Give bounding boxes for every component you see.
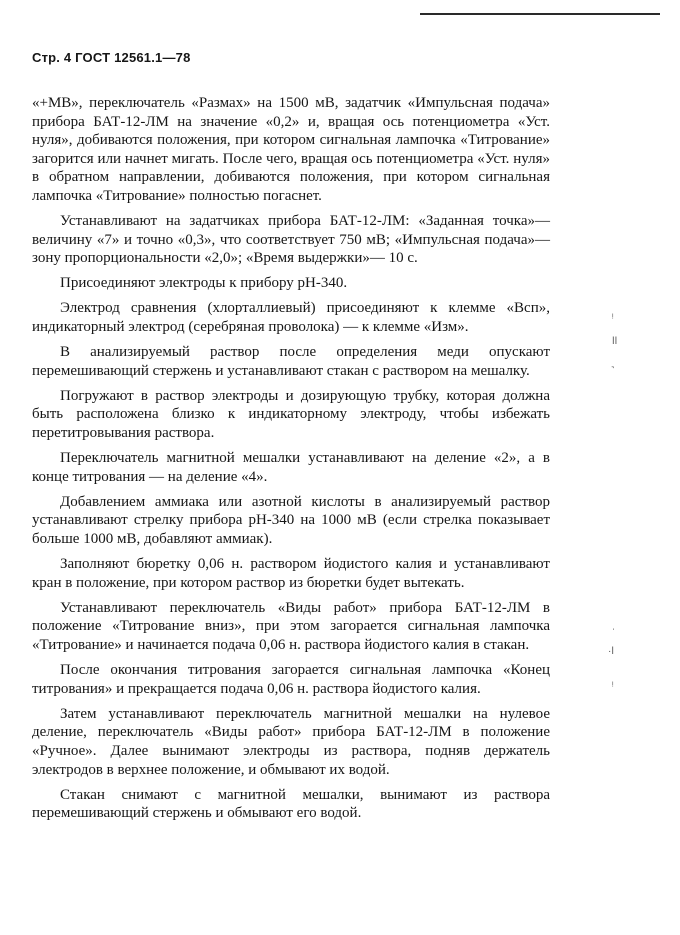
paragraph-9: Заполняют бюретку 0,06 н. раствором йодистого калия и устанавливают кран в положение, при котором раствор из бюретки будет вытекать. xyxy=(32,556,550,591)
scan-mark: ǀǀ xyxy=(612,336,618,347)
scan-mark: ᵎ xyxy=(612,680,614,691)
paragraph-11: После окончания титрования загорается сигнальная лампочка «Конец титрования» и прекращается подача 0,06 н. раствора йодистого калия. xyxy=(32,662,550,697)
paragraph-8: Добавлением аммиака или азотной кислоты в анализируемый раствор устанавливают стрелку прибора pH-340 на 1000 мВ (если стрелка показывает больше 1000 мВ, добавляют аммиак). xyxy=(32,493,550,547)
document-body xyxy=(32,94,550,829)
scan-mark: ᵎ xyxy=(612,312,614,323)
top-rule xyxy=(420,13,660,15)
paragraph-2: Устанавливают на задатчиках прибора БАТ-12-ЛМ: «Заданная точка»— величину «7» и точно «0,3», что соответствует 750 мВ; «Импульсная подача»— зону пропорциональности «2,0»; «Время выдержки»— 10 с. xyxy=(32,213,550,267)
paragraph-6: Погружают в раствор электроды и дозирующую трубку, которая должна быть расположена близко к индикаторному электроду, чтобы избежать перетитровывания раствора. xyxy=(32,387,550,441)
paragraph-4: Электрод сравнения (хлорталлиевый) присоединяют к клемме «Всп», индикаторный электрод (серебряная проволока) — к клемме «Изм». xyxy=(32,300,550,336)
scan-mark: ˺ xyxy=(611,366,615,377)
paragraph-1: «+МВ», переключатель «Размах» на 1500 мВ, задатчик «Импульсная подача» прибора БАТ-12-ЛМ на значение «0,2» и, вращая ось потенциометра «Уст. нуля», добиваются положения, при котором сигнальная лампочка «Титрование» загорится или начнет мигать. После чего, вращая ось потенциометра «Уст. нуля» в обратном направлении, добиваются положения, при котором сигнальная лампочка «Титрование» полностью погаснет. xyxy=(32,95,550,204)
paragraph-3: Присоединяют электроды к прибору pH-340. xyxy=(60,275,348,292)
scan-mark: ·ǀ xyxy=(608,646,614,657)
page-header: Стр. 4 ГОСТ 12561.1—78 xyxy=(32,50,191,65)
paragraph-5: В анализируемый раствор после определения меди опускают перемешивающий стержень и устанавливают стакан с раствором на мешалку. xyxy=(32,344,550,379)
paragraph-12: Затем устанавливают переключатель магнитной мешалки на нулевое деление, переключатель «Виды работ» прибора БАТ-12-ЛМ в положение «Ручное». Далее вынимают электроды из раствора, подняв держатель электродов в верхнее положение, и обмывают их водой. xyxy=(32,705,550,778)
paragraph-13: Стакан снимают с магнитной мешалки, вынимают из раствора перемешивающий стержень и обмывают его водой. xyxy=(32,786,550,822)
scan-mark: ˌ xyxy=(612,620,616,631)
paragraph-10: Устанавливают переключатель «Виды работ» прибора БАТ-12-ЛМ в положение «Титрование вниз», при этом загорается сигнальная лампочка «Титрование» и начинается подача 0,06 н. раствора йодистого калия в стакан. xyxy=(32,599,550,653)
paragraph-7: Переключатель магнитной мешалки устанавливают на деление «2», а в конце титрования — на деление «4». xyxy=(32,450,550,485)
